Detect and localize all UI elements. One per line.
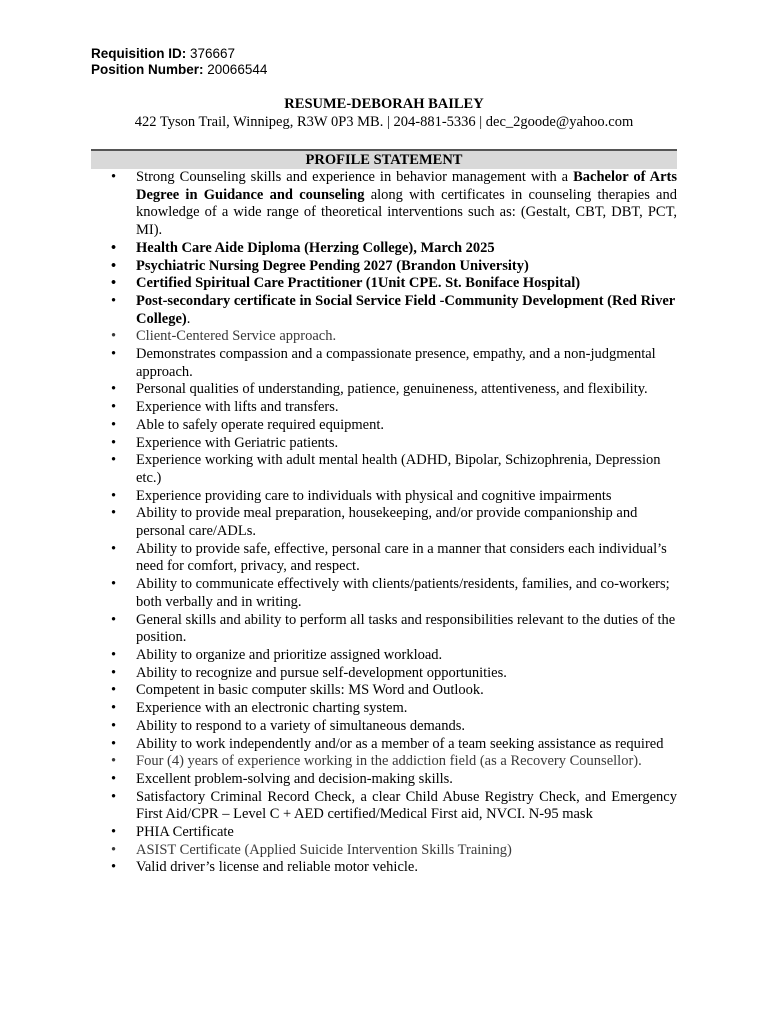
bullet-text-bold: Post-secondary certificate in Social Service Field -Community Development (Red River College) [136, 292, 675, 327]
list-item: • Valid driver’s license and reliable motor vehicle. [91, 859, 677, 877]
list-item: • Demonstrates compassion and a compassionate presence, empathy, and a non-judgmental approach. [91, 346, 677, 381]
section-title-profile: PROFILE STATEMENT [91, 149, 677, 169]
requisition-label: Requisition ID: [91, 46, 187, 61]
list-item: • Client-Centered Service approach. [91, 328, 677, 346]
contact-line: 422 Tyson Trail, Winnipeg, R3W 0P3 MB. | 204-881-5336 | dec_2goode@yahoo.com [134, 114, 634, 130]
list-item: • Ability to work independently and/or as a member of a team seeking assistance as required [91, 736, 677, 754]
resume-name: RESUME-DEBORAH BAILEY [284, 96, 484, 112]
list-item: • Ability to organize and prioritize assigned workload. [91, 647, 677, 665]
bullet-text: Strong Counseling skills and experience in behavior management with a [136, 169, 574, 185]
list-item: • Ability to provide meal preparation, housekeeping, and/or provide companionship and personal care/ADLs. [91, 505, 677, 540]
list-item: • Experience working with adult mental health (ADHD, Bipolar, Schizophrenia, Depression etc.) [91, 452, 677, 487]
list-item: • Experience with Geriatric patients. [91, 435, 677, 453]
position-line [91, 62, 267, 78]
list-item: • Health Care Aide Diploma (Herzing College), March 2025 [91, 240, 677, 258]
list-item: • Experience providing care to individuals with physical and cognitive impairments [91, 488, 677, 506]
resume-header [91, 95, 677, 131]
list-item: • Able to safely operate required equipment. [91, 417, 677, 435]
list-item [91, 169, 677, 240]
list-item: • PHIA Certificate [91, 824, 677, 842]
list-item: • Competent in basic computer skills: MS Word and Outlook. [91, 682, 677, 700]
profile-bullet-list [91, 169, 677, 877]
bullet-text-bold: Bachelor of Arts Degree in Guidance and counseling [136, 169, 678, 203]
list-item: • Personal qualities of understanding, patience, genuineness, attentiveness, and flexibility. [91, 381, 677, 399]
list-item [91, 293, 677, 328]
document-meta [91, 46, 267, 78]
list-item: • Ability to provide safe, effective, personal care in a manner that considers each individual’s need for comfort, privacy, and respect. [91, 541, 677, 576]
list-item: • General skills and ability to perform all tasks and responsibilities relevant to the duties of the position. [91, 612, 677, 647]
requisition-line [91, 46, 267, 62]
position-label: Position Number: [91, 62, 204, 77]
list-item: • Certified Spiritual Care Practitioner (1Unit CPE. St. Boniface Hospital) [91, 275, 677, 293]
list-item: • ASIST Certificate (Applied Suicide Intervention Skills Training) [91, 842, 677, 860]
list-item: • Experience with lifts and transfers. [91, 399, 677, 417]
list-item: • Satisfactory Criminal Record Check, a clear Child Abuse Registry Check, and Emergency First Aid/CPR – Level C + AED certified/Medical First aid, NVCI. N-95 mask [91, 789, 677, 824]
list-item: • Excellent problem-solving and decision-making skills. [91, 771, 677, 789]
list-item: • Ability to communicate effectively with clients/patients/residents, families, and co-workers; both verbally and in writing. [91, 576, 677, 611]
list-item: • Experience with an electronic charting system. [91, 700, 677, 718]
list-item: • Ability to recognize and pursue self-development opportunities. [91, 665, 677, 683]
bullet-text: . [186, 310, 191, 327]
list-item: • Psychiatric Nursing Degree Pending 2027 (Brandon University) [91, 258, 677, 276]
list-item: • Four (4) years of experience working in the addiction field (as a Recovery Counsellor). [91, 753, 677, 771]
requisition-value: 376667 [190, 46, 236, 61]
list-item: • Ability to respond to a variety of simultaneous demands. [91, 718, 677, 736]
bullet-text: along with certificates in counseling therapies and knowledge of a wide range of theoretical interventions such as: (Gestalt, CBT, DBT, PCT, MI). [136, 186, 677, 239]
position-value: 20066544 [207, 62, 268, 77]
